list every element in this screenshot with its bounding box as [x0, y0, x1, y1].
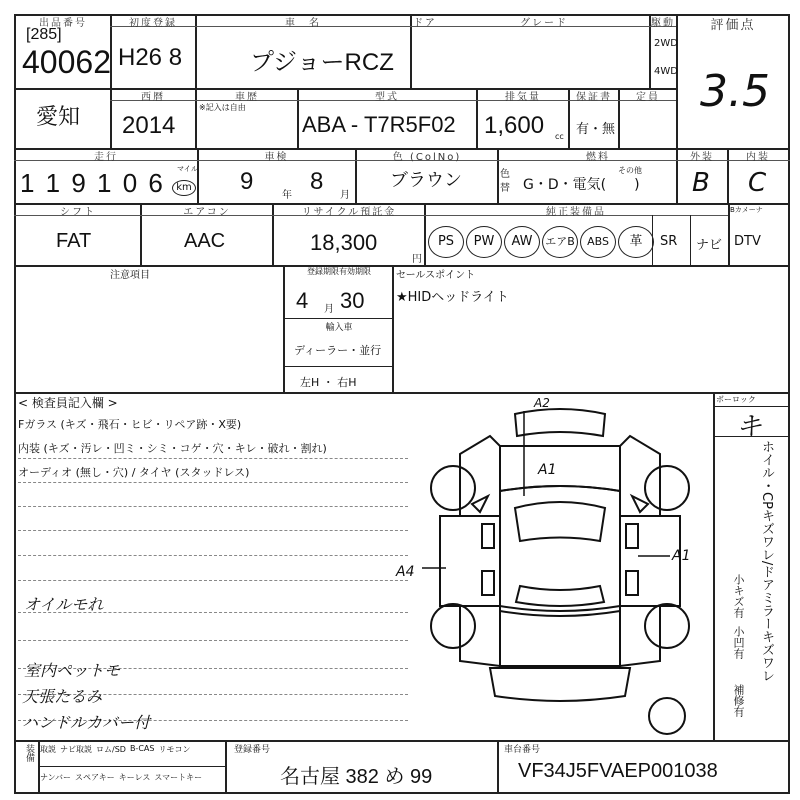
equip-pw: PW: [466, 226, 502, 258]
option-navi-manual: ナビ取説: [60, 745, 92, 754]
mileage-label: 走行: [94, 152, 118, 163]
interior-score: C: [748, 168, 767, 198]
fuel-label: 燃料: [586, 152, 610, 163]
option-smart-key: スマートキー: [154, 773, 203, 782]
inspection-month: 8: [310, 168, 324, 195]
category-note: ※記入は自由: [199, 103, 246, 112]
side-damage-legend: ホイル・CPキズワレ/ドアミラーキズワレ: [759, 440, 774, 683]
shift-label: シフト: [60, 207, 96, 218]
options-row-1: [40, 744, 190, 755]
equip-navi: ナビ: [696, 238, 723, 253]
displacement: 1,600: [484, 112, 545, 139]
handwritten-headliner: 天張たるみ: [22, 687, 103, 706]
fuel-other: その他: [618, 166, 642, 175]
option-spare-key: スペアキー: [75, 773, 115, 782]
mark-a1-right: A1: [672, 548, 691, 564]
door-handle-right-rear: [626, 571, 638, 595]
exterior-label: 外装: [690, 152, 714, 163]
mark-a4: A4: [396, 564, 415, 580]
equip-sr: SR: [660, 234, 678, 249]
wheel-front-left: [431, 466, 475, 510]
sales-point: ★HIDヘッドライト: [396, 290, 509, 305]
ac-value: AAC: [184, 230, 226, 252]
lock-value: キ: [736, 412, 763, 442]
option-bcas: B-CAS: [129, 744, 155, 753]
legend-small-dent: 小凹有: [732, 626, 745, 659]
inspection-month-unit: 月: [340, 190, 350, 201]
exterior-score: B: [692, 168, 710, 198]
wheel-rear-right: [645, 604, 689, 648]
model-year: 2014: [122, 112, 176, 139]
expiry-month-unit: 月: [324, 304, 334, 315]
cc-unit: cc: [555, 132, 564, 141]
mileage: 1 1 9 1 0 6: [20, 168, 165, 198]
inspector-audio-tire: オーディオ (無し・穴) / タイヤ (スタッドレス): [18, 466, 250, 479]
drive-4wd: 4WD: [654, 66, 678, 77]
plate-number: 名古屋 382 め 99: [280, 766, 433, 788]
auction-code: [285]: [26, 26, 62, 43]
side-right: [620, 516, 680, 606]
model-label: 型式: [375, 92, 399, 103]
windshield: [515, 502, 605, 541]
mark-a2: A2: [534, 396, 550, 410]
expiry-month: 4: [296, 288, 309, 313]
mile-unit: マイル: [177, 165, 198, 173]
score-value: 3.5: [700, 66, 770, 117]
equipment-label: 純正装備品: [546, 207, 606, 218]
option-rom-sd: ロム/SD: [96, 745, 126, 754]
inspector-windshield: Fガラス (キズ・飛石・ヒビ・リペア跡・X要): [18, 418, 242, 431]
color-label: 色 (ColNo): [392, 152, 462, 163]
handwritten-oil-leak: オイルモれ: [24, 595, 104, 614]
first-registration: H26 8: [118, 44, 183, 71]
equip-ps: PS: [428, 226, 464, 258]
door-handle-left-front: [482, 524, 494, 548]
option-keyless: キーレス: [118, 773, 151, 782]
inspection-year-unit: 年: [282, 190, 292, 201]
handwritten-pet-hair: 室内ペットモ: [24, 661, 121, 680]
category-label: 車歴: [235, 92, 259, 103]
equip-aw: AW: [504, 226, 540, 258]
equipment-section-label: 装備: [24, 744, 34, 762]
side-left: [440, 516, 500, 606]
fuel-value: G・D・電気( ): [523, 177, 640, 193]
lot-label: 出品番号: [39, 18, 87, 29]
plate-label: 登録番号: [234, 745, 271, 755]
mirror-right: [632, 496, 648, 512]
shift-value: FAT: [56, 230, 92, 252]
first-reg-label: 初度登録: [129, 18, 177, 29]
vin-number: VF34J5FVAEP001038: [518, 760, 718, 782]
mirror-left: [472, 496, 488, 512]
quarter-rear-right: [620, 606, 660, 666]
car-damage-diagram: [420, 396, 710, 740]
equip-dtv: DTV: [734, 234, 761, 249]
inspection-label: 車検: [264, 152, 289, 163]
wheel-front-right: [645, 466, 689, 510]
import-label: 輸入車: [325, 323, 353, 333]
rear-window: [516, 586, 604, 606]
model-code: ABA - T7R5F02: [302, 112, 456, 137]
sales-label: セールスポイント: [396, 270, 476, 281]
ac-label: エアコン: [183, 207, 231, 218]
equip-leather: 革: [618, 226, 654, 258]
options-row-2: [40, 772, 202, 783]
rear-bumper: [490, 668, 630, 701]
region: 愛知: [36, 105, 81, 130]
equip-abs: ABS: [580, 226, 616, 258]
lot-number: 40062: [22, 44, 111, 80]
option-number: ナンバー: [40, 773, 72, 782]
expiry-day: 30: [340, 288, 365, 313]
expiry-label: 登録期限有効期限: [307, 267, 371, 276]
car-name: プジョーRCZ: [250, 49, 394, 76]
legend-repaired: 補修有: [732, 684, 745, 717]
car-name-label: 車 名: [285, 18, 321, 29]
interior-label: 内装: [746, 152, 770, 163]
warranty-value: 有・無: [576, 122, 616, 137]
option-manual: 取説: [40, 745, 56, 754]
option-remote: リモコン: [158, 745, 191, 754]
recycle-fee: 18,300: [310, 230, 378, 255]
yen-unit: 円: [412, 254, 422, 265]
inspector-title: < 検査員記入欄 >: [18, 396, 118, 410]
steering-side: 左H ・ 右H: [300, 376, 357, 389]
spare-wheel: [649, 698, 685, 734]
equip-airbag: エアB: [542, 226, 578, 258]
vin-label: 車台番号: [504, 745, 541, 755]
drive-2wd: 2WD: [654, 38, 678, 49]
door-handle-right-front: [626, 524, 638, 548]
lock-label: ボーロック: [716, 395, 756, 404]
front-bumper: [515, 409, 605, 436]
hood: [500, 446, 620, 491]
inspection-year: 9: [240, 168, 254, 195]
color-change: 色替: [500, 169, 510, 194]
capacity-label: 定員: [636, 92, 660, 103]
door-label: ドア: [413, 18, 437, 29]
drive-label: 駆動: [651, 18, 675, 29]
door-handle-left-rear: [482, 571, 494, 595]
inspector-interior: 内装 (キズ・汚レ・凹ミ・シミ・コゲ・穴・キレ・破れ・割れ): [18, 442, 327, 455]
fender-front-right: [620, 436, 660, 516]
color-value: ブラウン: [390, 170, 462, 191]
mark-a1-top: A1: [538, 462, 557, 478]
warranty-label: 保証書: [576, 92, 612, 103]
score-label: 評価点: [710, 18, 756, 33]
extra-label: Bカメーナ: [730, 206, 763, 214]
quarter-rear-left: [460, 606, 500, 666]
handwritten-steering-cover: ハンドルカバー付: [22, 713, 151, 732]
trunk: [500, 611, 620, 666]
year-label: 西暦: [141, 92, 165, 103]
import-value: ディーラー・並行: [294, 344, 382, 357]
wheel-rear-left: [431, 604, 475, 648]
km-unit: km: [172, 180, 196, 196]
displacement-label: 排気量: [505, 92, 541, 103]
legend-small-scratch: 小キズ有: [732, 574, 745, 618]
notes-label: 注意項目: [110, 270, 150, 281]
grade-label: グレード: [520, 18, 568, 29]
fender-front-left: [460, 436, 500, 516]
recycle-label: リサイクル預託金: [301, 207, 397, 218]
